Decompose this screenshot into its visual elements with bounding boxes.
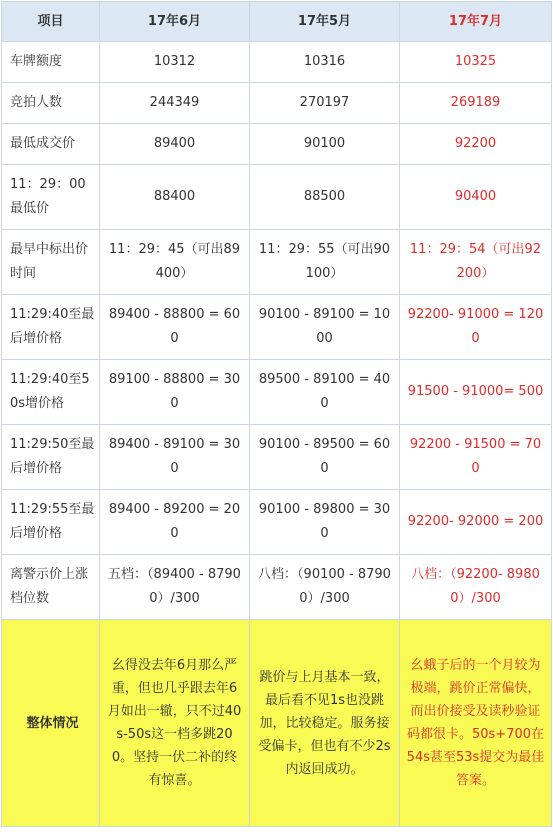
cell-jul: 92200 [400, 124, 552, 165]
cell-jul: 92200- 92000 = 200 [400, 490, 552, 555]
cell-jul: 269189 [400, 83, 552, 124]
row-label: 车牌额度 [2, 42, 100, 83]
table-row [2, 42, 552, 83]
summary-may: 跳价与上月基本一致，最后看不见1s也没跳加，比较稳定。服务接受偏卡，但也有不少2s内返回成功。 [250, 620, 400, 827]
cell-may: 89500 - 89100 = 400 [250, 360, 400, 425]
summary-label: 整体情况 [2, 620, 100, 827]
cell-jun: 89400 - 89100 = 300 [100, 425, 250, 490]
table-row [2, 165, 552, 230]
cell-jun: 11：29：45（可出89400） [100, 230, 250, 295]
row-label: 11：29：00最低价 [2, 165, 100, 230]
cell-may: 90100 - 89500 = 600 [250, 425, 400, 490]
cell-may: 90100 [250, 124, 400, 165]
cell-jun: 五档：（89400 - 87900）/300 [100, 555, 250, 620]
header-jul: 17年7月 [400, 2, 552, 42]
table-row [2, 490, 552, 555]
table-row [2, 295, 552, 360]
header-jun: 17年6月 [100, 2, 250, 42]
cell-jun: 89400 - 89200 = 200 [100, 490, 250, 555]
cell-jun: 89100 - 88800 = 300 [100, 360, 250, 425]
row-label: 竞拍人数 [2, 83, 100, 124]
header-row [2, 2, 552, 42]
row-label: 11:29:55至最后增价格 [2, 490, 100, 555]
row-label: 离警示价上涨档位数 [2, 555, 100, 620]
cell-jul: 91500 - 91000= 500 [400, 360, 552, 425]
cell-jun: 88400 [100, 165, 250, 230]
cell-may: 90100 - 89100 = 1000 [250, 295, 400, 360]
row-label: 11:29:50至最后增价格 [2, 425, 100, 490]
summary-jul: 幺蛾子后的一个月较为极端，跳价正常偏快，而出价接受及读秒验证码都很卡。50s+700在54s甚至53s提交为最佳答案。 [400, 620, 552, 827]
cell-jun: 89400 - 88800 = 600 [100, 295, 250, 360]
row-label: 最早中标出价时间 [2, 230, 100, 295]
table-row [2, 230, 552, 295]
cell-jul: 92200- 91000 = 1200 [400, 295, 552, 360]
cell-jun: 10312 [100, 42, 250, 83]
cell-jul: 90400 [400, 165, 552, 230]
cell-may: 90100 - 89800 = 300 [250, 490, 400, 555]
summary-jun: 幺得没去年6月那么严重，但也几乎跟去年6月如出一辙，只不过40s-50s这一档多跳200。坚持一伏二补的终有惊喜。 [100, 620, 250, 827]
table-row [2, 360, 552, 425]
cell-may: 270197 [250, 83, 400, 124]
cell-jun: 89400 [100, 124, 250, 165]
summary-row [2, 620, 552, 827]
row-label: 11:29:40至最后增价格 [2, 295, 100, 360]
table-row [2, 555, 552, 620]
cell-may: 八档：（90100 - 87900）/300 [250, 555, 400, 620]
table-row [2, 124, 552, 165]
cell-may: 88500 [250, 165, 400, 230]
row-label: 最低成交价 [2, 124, 100, 165]
cell-jul: 10325 [400, 42, 552, 83]
cell-jul: 八档：（92200- 89800）/300 [400, 555, 552, 620]
row-label: 11:29:40至50s增价格 [2, 360, 100, 425]
header-item: 项目 [2, 2, 100, 42]
table-row [2, 425, 552, 490]
cell-jun: 244349 [100, 83, 250, 124]
cell-may: 10316 [250, 42, 400, 83]
cell-may: 11：29：55（可出90100） [250, 230, 400, 295]
cell-jul: 92200 - 91500 = 700 [400, 425, 552, 490]
table-row [2, 83, 552, 124]
auction-comparison-table [1, 1, 552, 827]
header-may: 17年5月 [250, 2, 400, 42]
cell-jul: 11：29：54（可出92200） [400, 230, 552, 295]
